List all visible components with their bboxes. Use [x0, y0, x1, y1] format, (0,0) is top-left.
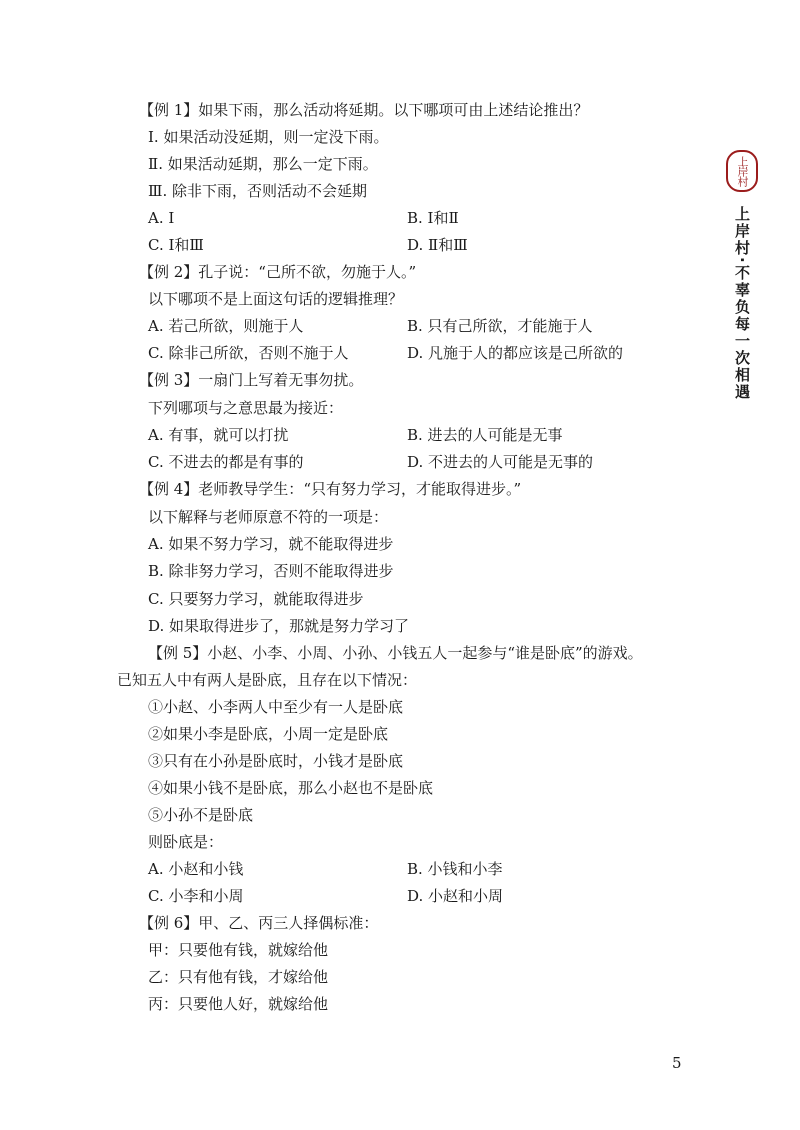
example-5-condition-3: ③只有在小孙是卧底时，小钱才是卧底 [148, 752, 404, 770]
example-5-option-b: B. 小钱和小李 [407, 860, 503, 878]
example-4-question: 【例 4】老师教导学生：“只有努力学习，才能取得进步。” [139, 480, 522, 498]
brand-seal-text: 上岸村 [736, 156, 749, 186]
example-5-question-line-2: 已知五人中有两人是卧底，且存在以下情况： [117, 671, 418, 689]
example-5-question-line-1: 【例 5】小赵、小李、小周、小孙、小钱五人一起参与“谁是卧底”的游戏。 [148, 644, 643, 662]
example-2-option-a: A. 若己所欲，则施于人 [148, 317, 304, 335]
example-5-option-d: D. 小赵和小周 [407, 887, 504, 905]
example-1-statement-2: Ⅱ. 如果活动延期，那么一定下雨。 [148, 155, 378, 173]
example-4-option-d: D. 如果取得进步了，那就是努力学习了 [148, 617, 410, 635]
example-6-line-1: 甲：只要他有钱，就嫁给他 [148, 941, 329, 959]
example-2-prompt: 以下哪项不是上面这句话的逻辑推理？ [148, 290, 404, 308]
example-4-option-c: C. 只要努力学习，就能取得进步 [148, 590, 364, 608]
example-1-question: 【例 1】如果下雨，那么活动将延期。以下哪项可由上述结论推出？ [139, 101, 589, 119]
example-3-question: 【例 3】一扇门上写着无事勿扰。 [139, 371, 364, 389]
example-6-line-3: 丙：只要他人好，就嫁给他 [148, 995, 329, 1013]
example-3-option-a: A. 有事，就可以打扰 [148, 426, 289, 444]
brand-sidebar [726, 150, 760, 410]
example-5-condition-2: ②如果小李是卧底，小周一定是卧底 [148, 725, 389, 743]
example-3-option-d: D. 不进去的人可能是无事的 [407, 453, 594, 471]
page-number: 5 [672, 1054, 682, 1072]
example-1-option-a: A. Ⅰ [148, 209, 175, 227]
example-5-option-a: A. 小赵和小钱 [148, 860, 244, 878]
example-1-option-b: B. Ⅰ和Ⅱ [407, 209, 459, 227]
brand-slogan: 上岸村·不辜负每一次相遇 [733, 206, 751, 401]
example-4-option-b: B. 除非努力学习，否则不能取得进步 [148, 562, 394, 580]
example-5-prompt: 则卧底是： [148, 833, 224, 851]
example-6-line-2: 乙：只有他有钱，才嫁给他 [148, 968, 329, 986]
example-2-option-b: B. 只有己所欲，才能施于人 [407, 317, 593, 335]
example-3-option-c: C. 不进去的都是有事的 [148, 453, 304, 471]
example-5-option-c: C. 小李和小周 [148, 887, 244, 905]
example-2-option-d: D. 凡施于人的都应该是己所欲的 [407, 344, 624, 362]
example-2-option-c: C. 除非己所欲，否则不施于人 [148, 344, 349, 362]
example-3-prompt: 下列哪项与之意思最为接近： [148, 399, 344, 417]
example-1-statement-3: Ⅲ. 除非下雨，否则活动不会延期 [148, 182, 368, 200]
example-3-option-b: B. 进去的人可能是无事 [407, 426, 563, 444]
example-1-option-c: C. Ⅰ和Ⅲ [148, 236, 204, 254]
example-5-condition-4: ④如果小钱不是卧底，那么小赵也不是卧底 [148, 779, 434, 797]
example-4-prompt: 以下解释与老师原意不符的一项是： [148, 508, 389, 526]
example-1-statement-1: Ⅰ. 如果活动没延期，则一定没下雨。 [148, 128, 389, 146]
example-6-question: 【例 6】甲、乙、丙三人择偶标准： [139, 914, 379, 932]
example-4-option-a: A. 如果不努力学习，就不能取得进步 [148, 535, 394, 553]
example-5-condition-5: ⑤小孙不是卧底 [148, 806, 254, 824]
example-5-condition-1: ①小赵、小李两人中至少有一人是卧底 [148, 698, 404, 716]
brand-seal-logo [726, 150, 758, 192]
example-2-question: 【例 2】孔子说：“己所不欲，勿施于人。” [139, 263, 417, 281]
example-1-option-d: D. Ⅱ和Ⅲ [407, 236, 468, 254]
